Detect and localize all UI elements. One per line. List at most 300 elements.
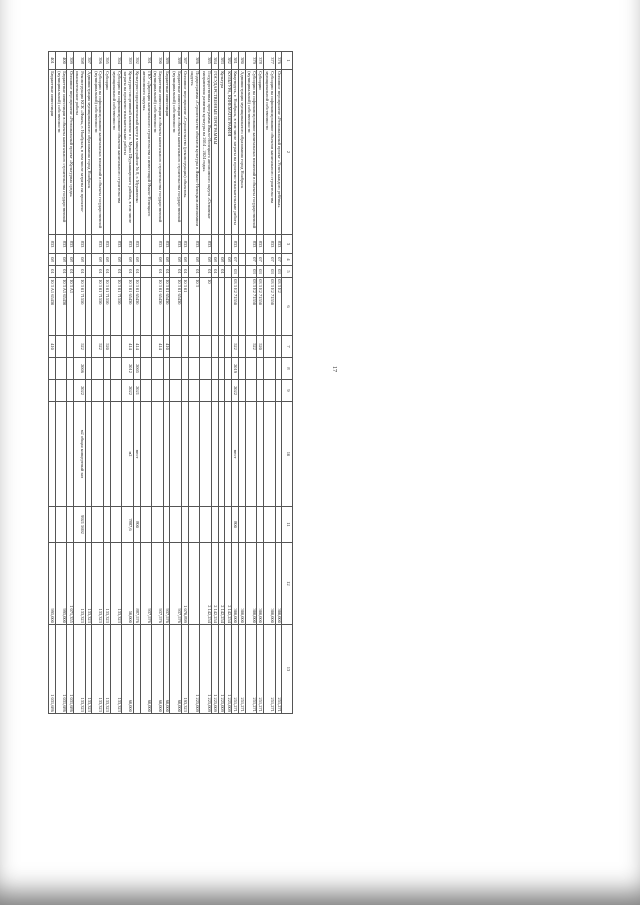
table-cell: 133,323: [85, 543, 92, 625]
table-cell: 08: [163, 254, 170, 266]
table-cell: 833: [245, 235, 257, 254]
table-header-row: [282, 52, 293, 714]
column-header: 3: [282, 235, 293, 254]
table-cell: 133,323: [73, 625, 85, 714]
table-cell: [275, 336, 282, 358]
table-cell: [275, 507, 282, 543]
table-cell: [218, 358, 225, 380]
table-cell: [245, 358, 257, 380]
table-cell: 833: [152, 235, 164, 254]
table-cell: [275, 402, 282, 507]
table-cell: Бюджетные инвестиции: [48, 70, 55, 235]
table-cell: 300,000: [257, 543, 264, 625]
table-cell: 03 3 Е2 71550: [257, 278, 264, 336]
table-cell: 386: [188, 52, 200, 70]
table-cell: 2005: [133, 358, 140, 380]
table-cell: 03: [263, 266, 275, 278]
table-cell: 398: [73, 52, 85, 70]
table-cell: 10 3 01: [182, 278, 189, 336]
table-cell: [218, 278, 225, 336]
table-cell: 2006: [73, 358, 85, 380]
table-cell: 251,271: [238, 625, 245, 714]
table-cell: [152, 358, 164, 380]
table-cell: [67, 507, 74, 543]
table-cell: Бюджетные инвестиции в объекты капитального строительства государственной (муниципальной) собственности: [152, 70, 164, 235]
table-cell: 300,000: [245, 543, 257, 625]
table-cell: Культурно-оздоровительный центр в микрорайоне № 8, г. Муравленко: [133, 70, 140, 235]
table-cell: [200, 358, 212, 380]
table-cell: 133,323: [73, 543, 85, 625]
table-cell: [140, 380, 152, 402]
table-cell: 01: [48, 266, 55, 278]
table-cell: 394: [110, 52, 122, 70]
table-cell: 1 225,009: [200, 625, 212, 714]
table-cell: [85, 507, 92, 543]
table-cell: 133,323: [103, 543, 110, 625]
table-cell: 10 3 A1 65430: [48, 278, 55, 336]
column-header: 11: [282, 507, 293, 543]
table-cell: [263, 402, 275, 507]
table-cell: 833: [182, 235, 189, 254]
table-cell: [218, 507, 225, 543]
table-cell: 60,000: [152, 625, 164, 714]
table-cell: 01: [73, 266, 85, 278]
table-cell: 03: [245, 266, 257, 278]
table-cell: 01: [163, 266, 170, 278]
table-cell: [67, 380, 74, 402]
table-cell: [263, 380, 275, 402]
table-cell: [218, 336, 225, 358]
table-cell: ГКУ «Дирекция капитального строительства и инвестиций Ямало-Ненецкого автономного округа»: [140, 70, 152, 235]
table-cell: [55, 358, 67, 380]
table-cell: 937,576: [163, 543, 170, 625]
table-cell: [103, 380, 110, 402]
table-cell: 07: [257, 254, 264, 266]
table-cell: 800: [232, 507, 239, 543]
table-cell: 401: [48, 52, 55, 70]
table-cell: [85, 380, 92, 402]
column-header: 12: [282, 543, 293, 625]
table-cell: Культура: [218, 70, 225, 235]
table-cell: [212, 235, 219, 254]
table-cell: [92, 507, 104, 543]
table-cell: 522: [232, 336, 239, 358]
table-cell: 251,271: [257, 625, 264, 714]
table-cell: 388: [170, 52, 182, 70]
table-cell: 833: [257, 235, 264, 254]
table-cell: 300,000: [238, 543, 245, 625]
table-cell: [85, 358, 92, 380]
table-cell: 1 031,686: [48, 625, 55, 714]
table-row: [92, 52, 104, 714]
table-cell: Бюджетные инвестиции в объекты капитального строительства государственной (муниципальной) собственности: [55, 70, 67, 235]
table-cell: 60,000: [163, 625, 170, 714]
table-cell: [225, 278, 232, 336]
table-cell: [110, 380, 122, 402]
table-cell: [238, 278, 245, 336]
table-cell: 10 3 01 71550: [103, 278, 110, 336]
table-row: [133, 52, 140, 714]
table-row: [188, 52, 200, 714]
table-cell: 133,323: [92, 625, 104, 714]
table-cell: 251,271: [275, 625, 282, 714]
table-cell: 03: [257, 266, 264, 278]
table-cell: [257, 402, 264, 507]
table-cell: 522: [73, 336, 85, 358]
table-cell: [225, 380, 232, 402]
table-cell: [163, 507, 170, 543]
table-cell: [212, 358, 219, 380]
table-cell: Государственная программа Ямало-Ненецкого автономного округа «Основные направления развития культуры на 2014 – 2024 годы»: [200, 70, 212, 235]
table-cell: 833: [110, 235, 122, 254]
table-cell: 1 070,899: [182, 543, 189, 625]
table-cell: Бюджетные инвестиции: [163, 70, 170, 235]
table-cell: Администрация муниципального образования город Ноябрьск: [238, 70, 245, 235]
table-cell: [152, 402, 164, 507]
table-cell: [218, 235, 225, 254]
table-cell: [152, 507, 164, 543]
table-cell: [275, 358, 282, 380]
table-cell: [182, 402, 189, 507]
table-cell: [188, 358, 200, 380]
table-cell: [92, 358, 104, 380]
table-row: [110, 52, 122, 714]
table-cell: 1 225,009: [218, 625, 225, 714]
table-cell: [245, 402, 257, 507]
table-cell: 377: [263, 52, 275, 70]
table-cell: 300,000: [275, 543, 282, 625]
table-cell: 887,576: [133, 543, 140, 625]
table-cell: 396: [92, 52, 104, 70]
table-cell: 10 3 01 71550: [110, 278, 122, 336]
table-cell: Реконструкция КСК «Ямал», г. Ноябрьск, в том числе затраты на проектно-изыскательские работы: [73, 70, 85, 235]
table-row: [73, 52, 85, 714]
table-cell: 391: [140, 52, 152, 70]
table-cell: [238, 507, 245, 543]
table-cell: 10 3 01 65430: [163, 278, 170, 336]
table-cell: 833: [73, 235, 85, 254]
table-cell: 2021: [133, 380, 140, 402]
table-cell: 833: [232, 235, 239, 254]
table-cell: [85, 278, 92, 336]
table-cell: 08: [218, 254, 225, 266]
table-cell: 300,000: [232, 543, 239, 625]
table-cell: 995,000: [48, 543, 55, 625]
table-cell: 01: [92, 266, 104, 278]
table-cell: 2012: [122, 358, 134, 380]
table-cell: 833: [55, 235, 67, 254]
table-cell: 399: [67, 52, 74, 70]
table-row: [225, 52, 232, 714]
table-cell: 2 142,254: [225, 543, 232, 625]
table-cell: [212, 278, 219, 336]
table-cell: [48, 507, 55, 543]
column-header: 10: [282, 402, 293, 507]
table-cell: 392: [133, 52, 140, 70]
table-cell: [140, 278, 152, 336]
table-cell: [238, 402, 245, 507]
table-cell: [85, 402, 92, 507]
column-header: 7: [282, 336, 293, 358]
table-cell: 833: [92, 235, 104, 254]
table-cell: 1 031,686: [67, 625, 74, 714]
table-cell: 01: [133, 266, 140, 278]
table-cell: [85, 336, 92, 358]
table-cell: [212, 402, 219, 507]
table-cell: Субсидии: [257, 70, 264, 235]
table-cell: 08: [182, 254, 189, 266]
table-cell: 800: [133, 507, 140, 543]
table-cell: [225, 235, 232, 254]
table-cell: [163, 380, 170, 402]
table-cell: [263, 336, 275, 358]
column-header: 1: [282, 52, 293, 70]
table-row: [85, 52, 92, 714]
table-cell: Администрация муниципального образования город Ноябрьск: [85, 70, 92, 235]
table-cell: Субсидии на софинансирование объектов капитального строительства муниципальной собственности: [263, 70, 275, 235]
table-row: [170, 52, 182, 714]
table-cell: [225, 402, 232, 507]
table-row: [218, 52, 225, 714]
table-cell: 376: [275, 52, 282, 70]
table-cell: 03 3 Е2 71550: [263, 278, 275, 336]
table-cell: 520: [257, 336, 264, 358]
table-cell: [188, 543, 200, 625]
table-cell: 08: [103, 254, 110, 266]
table-cell: 389: [163, 52, 170, 70]
table-cell: Субсидии: [103, 70, 110, 235]
table-cell: 2019: [232, 358, 239, 380]
table-row: [140, 52, 152, 714]
table-cell: Основное мероприятие «Региональный проект «Культурная среда»: [67, 70, 74, 235]
table-cell: 01: [67, 266, 74, 278]
table-cell: [170, 402, 182, 507]
table-row: [103, 52, 110, 714]
table-cell: 03 3 Е2: [275, 278, 282, 336]
table-cell: [48, 358, 55, 380]
table-cell: 01: [55, 266, 67, 278]
table-cell: [257, 358, 264, 380]
table-cell: [200, 380, 212, 402]
table-cell: [133, 625, 140, 714]
table-cell: [182, 507, 189, 543]
table-cell: Основное мероприятие «Региональный проект «Успех каждого ребёнка»: [275, 70, 282, 235]
table-row: [48, 52, 55, 714]
table-cell: [163, 358, 170, 380]
table-cell: 03 3 Е2 71550: [245, 278, 257, 336]
table-cell: [238, 336, 245, 358]
table-cell: 395: [103, 52, 110, 70]
table-cell: 2022: [73, 380, 85, 402]
column-header: 8: [282, 358, 293, 380]
table-cell: 414: [122, 336, 134, 358]
table-row: [238, 52, 245, 714]
table-cell: 2 142,254: [200, 543, 212, 625]
table-cell: [212, 336, 219, 358]
table-cell: [140, 254, 152, 266]
table-cell: 414: [152, 336, 164, 358]
table-cell: 10 3 01 65430: [122, 278, 134, 336]
table-cell: Подпрограмма «Строительство объектов культуры в Ямало-Ненецком автономном округе»: [188, 70, 200, 235]
table-cell: [140, 358, 152, 380]
table-row: [152, 52, 164, 714]
table-cell: 133,323: [85, 625, 92, 714]
table-cell: 03 3 Е2 71550: [232, 278, 239, 336]
table-cell: 07: [263, 254, 275, 266]
table-cell: 10 3 01 65430: [170, 278, 182, 336]
table-cell: [48, 402, 55, 507]
table-cell: 833: [163, 235, 170, 254]
table-cell: 08: [212, 254, 219, 266]
table-cell: 2 142,254: [218, 543, 225, 625]
table-cell: 378: [257, 52, 264, 70]
table-cell: 08: [122, 254, 134, 266]
table-cell: 833: [188, 235, 200, 254]
table-cell: [55, 507, 67, 543]
table-cell: [55, 380, 67, 402]
table-cell: [170, 380, 182, 402]
table-row: [55, 52, 67, 714]
table-cell: [188, 336, 200, 358]
table-cell: 393: [122, 52, 134, 70]
table-cell: [188, 402, 200, 507]
table-cell: 383: [218, 52, 225, 70]
table-cell: [85, 254, 92, 266]
table-cell: 03: [275, 266, 282, 278]
table-cell: 937,576: [170, 543, 182, 625]
table-cell: 2 142,254: [212, 543, 219, 625]
table-cell: [263, 507, 275, 543]
column-header: 13: [282, 625, 293, 714]
table-cell: 08: [152, 254, 164, 266]
table-cell: 995,000: [55, 543, 67, 625]
table-cell: [263, 358, 275, 380]
table-cell: [110, 358, 122, 380]
table-cell: 60,000: [140, 625, 152, 714]
table-cell: [55, 402, 67, 507]
table-cell: 08: [73, 254, 85, 266]
table-cell: 9921 5692: [73, 507, 85, 543]
table-cell: [238, 266, 245, 278]
table-cell: 397: [85, 52, 92, 70]
table-cell: 400: [55, 52, 67, 70]
table-cell: 833: [170, 235, 182, 254]
table-cell: 10 3 01 65430: [152, 278, 164, 336]
table-cell: 01: [182, 266, 189, 278]
table-cell: Бюджетные инвестиции в объекты капитального строительства государственной (муниципальной) собственности: [170, 70, 182, 235]
table-cell: [110, 402, 122, 507]
table-cell: 833: [133, 235, 140, 254]
table-row: [67, 52, 74, 714]
table-row: [200, 52, 212, 714]
table-cell: 380: [238, 52, 245, 70]
table-cell: 10 3 A1: [67, 278, 74, 336]
table-cell: 08: [133, 254, 140, 266]
table-cell: [275, 380, 282, 402]
table-cell: 833: [122, 235, 134, 254]
table-cell: 937,576: [140, 543, 152, 625]
table-cell: 133,323: [103, 625, 110, 714]
table-cell: 251,271: [263, 625, 275, 714]
table-cell: КУЛЬТУРА, КИНЕМАТОГРАФИЯ: [225, 70, 232, 235]
table-cell: 833: [67, 235, 74, 254]
table-cell: 01: [218, 266, 225, 278]
table-cell: [257, 380, 264, 402]
table-cell: 2022: [122, 380, 134, 402]
table-cell: мест: [133, 402, 140, 507]
table-cell: Квартирусь, г. Ноябрьск, в том числе затраты на проектно-изыскательские работы: [232, 70, 239, 235]
table-cell: [182, 380, 189, 402]
table-cell: 251,271: [232, 625, 239, 714]
table-cell: 414: [133, 336, 140, 358]
table-cell: 381: [232, 52, 239, 70]
table-cell: 10: [200, 278, 212, 336]
table-cell: 08: [200, 254, 212, 266]
table-cell: 7887,6: [122, 507, 134, 543]
table-cell: 10 3 A1 65430: [55, 278, 67, 336]
table-row: [263, 52, 275, 714]
table-cell: 833: [200, 235, 212, 254]
table-cell: [110, 507, 122, 543]
table-cell: 1 071,355: [67, 543, 74, 625]
table-cell: 10 3 01 65430: [133, 278, 140, 336]
table-cell: [85, 266, 92, 278]
table-cell: 07: [275, 254, 282, 266]
table-cell: 833: [263, 235, 275, 254]
table-cell: [225, 266, 232, 278]
table-body: [48, 52, 281, 714]
table-cell: 520: [103, 336, 110, 358]
table-cell: 08: [55, 254, 67, 266]
table-cell: [200, 336, 212, 358]
table-cell: [67, 402, 74, 507]
table-cell: 08: [110, 254, 122, 266]
column-header: 4: [282, 254, 293, 266]
table-cell: [140, 235, 152, 254]
table-cell: 08: [188, 254, 200, 266]
table-cell: [92, 380, 104, 402]
table-cell: 07: [232, 254, 239, 266]
table-cell: [182, 336, 189, 358]
budget-table: [48, 51, 293, 714]
table-cell: 01: [200, 266, 212, 278]
table-cell: [188, 507, 200, 543]
table-cell: [163, 402, 170, 507]
column-header: 2: [282, 70, 293, 235]
table-cell: 1 225,009: [225, 625, 232, 714]
rotated-table-container: [50, 51, 293, 713]
table-cell: 300,000: [263, 543, 275, 625]
table-cell: [245, 507, 257, 543]
table-cell: [200, 507, 212, 543]
table-cell: 60,000: [122, 625, 134, 714]
table-row: [182, 52, 189, 714]
table-cell: 133,323: [92, 543, 104, 625]
table-cell: [48, 380, 55, 402]
table-cell: 379: [245, 52, 257, 70]
table-cell: 384: [212, 52, 219, 70]
page-number: 17: [331, 366, 337, 372]
table-row: [275, 52, 282, 714]
table-row: [232, 52, 239, 714]
table-cell: [55, 336, 67, 358]
table-row: [163, 52, 170, 714]
table-cell: 522: [245, 336, 257, 358]
table-cell: [110, 336, 122, 358]
table-cell: Культурно-спортивный комплекс в с. Мужи Шурышкарского района, в том числе затраты на проектно-изыскательские работы: [122, 70, 134, 235]
table-cell: 833: [48, 235, 55, 254]
column-header: 5: [282, 266, 293, 278]
